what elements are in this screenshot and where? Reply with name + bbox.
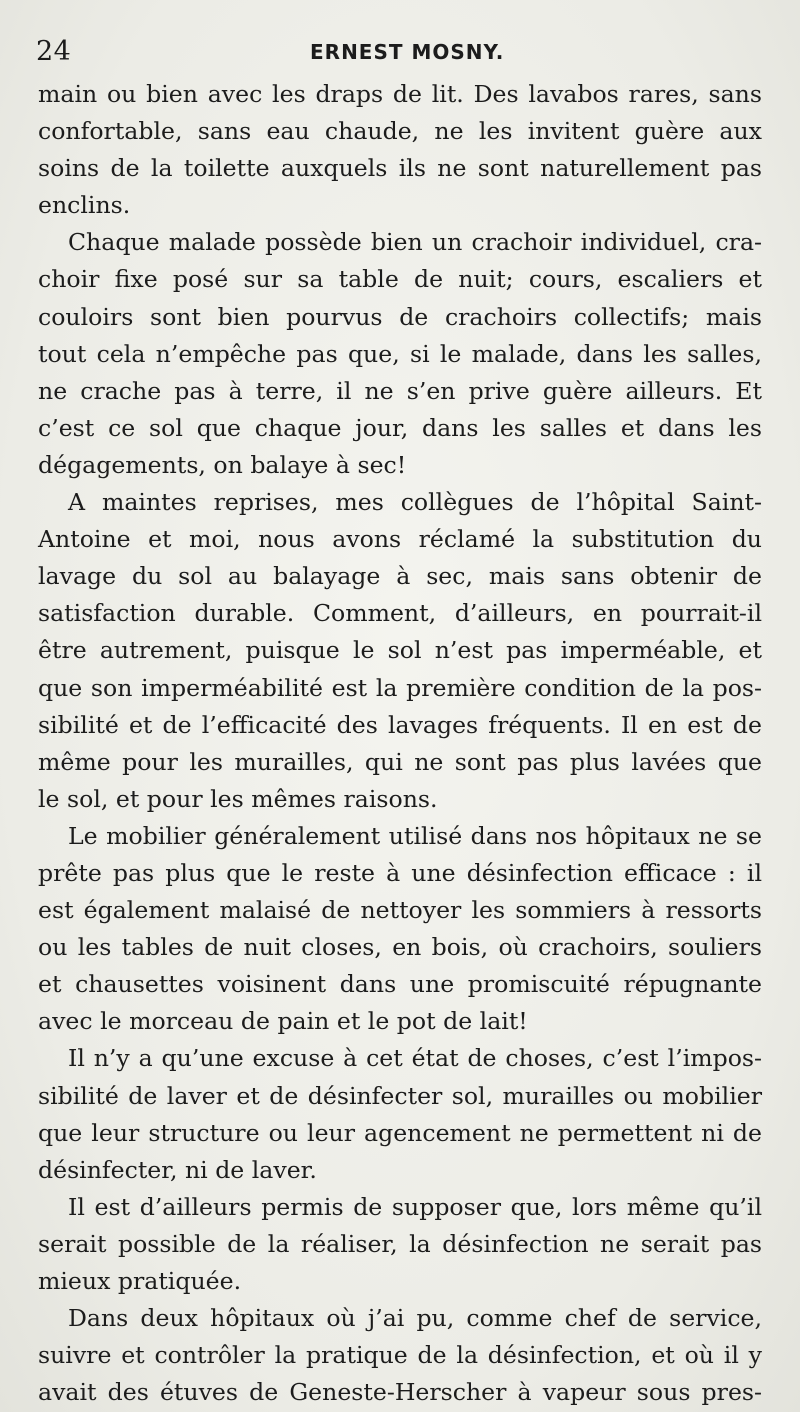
- page-header: [36, 36, 762, 68]
- text-line: ne crache pas à terre, il ne s’en prive guère ailleurs. Et: [38, 376, 762, 405]
- text-line: A maintes reprises, mes collègues de l’hôpital Saint-: [68, 488, 762, 517]
- text-line: avait des étuves de Geneste-Herscher à vapeur sous pres-: [38, 1378, 762, 1407]
- text-line: que leur structure ou leur agencement ne permettent ni de: [38, 1118, 762, 1147]
- text-line: confortable, sans eau chaude, ne les invitent guère aux: [38, 117, 762, 146]
- text-line: Antoine et moi, nous avons réclamé la substitution du: [38, 525, 762, 554]
- text-line: le sol, et pour les mêmes raisons.: [38, 784, 438, 813]
- text-line: soins de la toilette auxquels ils ne sont naturellement pas: [38, 154, 762, 183]
- text-line: que son imperméabilité est la première condition de la pos-: [38, 673, 762, 702]
- page-number: 24: [36, 36, 72, 67]
- text-line: main ou bien avec les draps de lit. Des lavabos rares, sans: [38, 80, 762, 108]
- text-line: satisfaction durable. Comment, d’ailleurs, en pourrait-il: [38, 599, 762, 628]
- running-title: ERNEST MOSNY.: [310, 40, 505, 64]
- text-line: suivre et contrôler la pratique de la désinfection, et où il y: [38, 1341, 762, 1370]
- text-line: même pour les murailles, qui ne sont pas plus lavées que: [38, 747, 762, 776]
- text-line: et chausettes voisinent dans une promiscuité répugnante: [38, 970, 762, 999]
- text-line: lavage du sol au balayage à sec, mais sans obtenir de: [38, 562, 762, 591]
- text-line: sibilité de laver et de désinfecter sol, murailles ou mobilier: [38, 1081, 762, 1110]
- body-text: [38, 76, 762, 1411]
- text-line: dégagements, on balaye à sec!: [38, 450, 407, 479]
- text-line: désinfecter, ni de laver.: [38, 1155, 317, 1184]
- text-line: ou les tables de nuit closes, en bois, où crachoirs, souliers: [38, 933, 762, 962]
- text-line: Il est d’ailleurs permis de supposer que, lors même qu’il: [68, 1192, 762, 1221]
- text-line: Dans deux hôpitaux où j’ai pu, comme chef de service,: [68, 1304, 762, 1333]
- text-line: prête pas plus que le reste à une désinfection efficace : il: [38, 858, 762, 887]
- text-line: tout cela n’empêche pas que, si le malade, dans les salles,: [38, 339, 762, 368]
- text-line: mieux pratiquée.: [38, 1267, 242, 1295]
- text-line: couloirs sont bien pourvus de crachoirs collectifs; mais: [38, 302, 762, 331]
- text-line: serait possible de la réaliser, la désinfection ne serait pas: [38, 1229, 762, 1258]
- text-line: sibilité et de l’efficacité des lavages fréquents. Il en est de: [38, 710, 762, 739]
- text-line: enclins.: [38, 191, 131, 220]
- text-line: avec le morceau de pain et le pot de lait!: [38, 1007, 528, 1036]
- text-line: Le mobilier généralement utilisé dans nos hôpitaux ne se: [68, 821, 762, 850]
- text-line: Il n’y a qu’une excuse à cet état de choses, c’est l’impos-: [68, 1044, 762, 1073]
- text-line: Chaque malade possède bien un crachoir individuel, cra-: [68, 228, 762, 257]
- text-line: c’est ce sol que chaque jour, dans les salles et dans les: [38, 413, 762, 442]
- text-line: choir fixe posé sur sa table de nuit; cours, escaliers et: [38, 265, 762, 294]
- text-line: être autrement, puisque le sol n’est pas imperméable, et: [38, 636, 762, 665]
- text-line: est également malaisé de nettoyer les sommiers à ressorts: [38, 896, 762, 925]
